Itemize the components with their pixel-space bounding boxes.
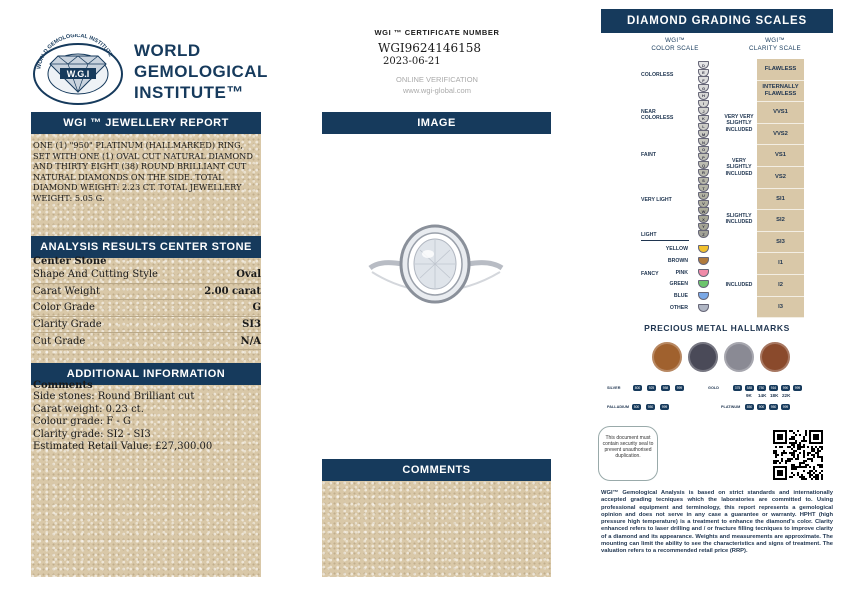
hallmark-coin-icon bbox=[652, 342, 682, 372]
logo-line-1: WORLD bbox=[134, 41, 201, 60]
palladium-hallmark: 999 bbox=[661, 405, 668, 409]
fancy-color-label: BROWN bbox=[667, 257, 688, 264]
logo-line-2: GEMOLOGICAL bbox=[134, 62, 268, 81]
diamond-icon: J bbox=[698, 107, 709, 115]
diamond-icon: R bbox=[698, 169, 709, 177]
color-group-faint: FAINT bbox=[641, 152, 656, 158]
table-row bbox=[33, 267, 261, 284]
gold-karat-label: 14K bbox=[758, 393, 767, 398]
certificate-number: WGI9624146158 bbox=[378, 41, 482, 55]
light-divider bbox=[641, 240, 689, 241]
ring-photo bbox=[360, 220, 510, 310]
clarity-grade-cell: SI1 bbox=[757, 189, 804, 211]
row-value: SI3 bbox=[242, 319, 261, 331]
table-row bbox=[33, 333, 261, 350]
fancy-color-label: BLUE bbox=[673, 293, 688, 300]
analysis-title-bar bbox=[31, 236, 261, 258]
fancy-diamond-icon bbox=[698, 280, 709, 288]
row-value: G bbox=[252, 302, 261, 314]
fancy-label: FANCY bbox=[641, 271, 659, 277]
diamond-icon: X bbox=[698, 215, 709, 223]
list-item: Side stones: Round Brilliant cut bbox=[33, 391, 195, 402]
platinum-hallmark: 900 bbox=[758, 405, 765, 409]
row-label: Cut Grade bbox=[33, 335, 86, 347]
row-label: Clarity Grade bbox=[33, 319, 102, 331]
palladium-hallmark: 500 bbox=[633, 405, 640, 409]
silver-hallmark: 958 bbox=[662, 386, 669, 390]
gold-karat-label: 9K bbox=[746, 393, 752, 398]
fancy-color-label: YELLOW bbox=[665, 246, 688, 252]
fancy-diamond-icon bbox=[698, 257, 709, 265]
clarity-grade-cell: SI2 bbox=[757, 210, 804, 232]
list-item: Estimated Retail Value: £27,300.00 bbox=[33, 441, 213, 453]
seal-ring-text: WORLD GEMOLOGICAL INSTITUTE bbox=[36, 34, 114, 70]
clarity-grade-cell: VS1 bbox=[757, 145, 804, 167]
fancy-diamond-icon bbox=[698, 304, 709, 312]
clarity-grade-cell: I1 bbox=[757, 253, 804, 275]
silver-hallmark: 925 bbox=[648, 386, 655, 390]
silver-hallmark: 800 bbox=[634, 386, 641, 390]
clarity-grade-cell: INTERNALLY FLAWLESS bbox=[757, 81, 804, 103]
palladium-hallmark: 950 bbox=[647, 405, 654, 409]
diamond-icon: G bbox=[698, 84, 709, 92]
image-title-bar bbox=[322, 112, 551, 134]
hallmark-coin-icon bbox=[688, 342, 718, 372]
clarity-scale-title: CLARITY SCALE bbox=[749, 44, 801, 52]
fancy-color-label: OTHER bbox=[669, 305, 688, 311]
platinum-hallmark: 850 bbox=[746, 405, 753, 409]
color-group-light: LIGHT bbox=[641, 232, 657, 238]
clarity-grade-cell: VVS2 bbox=[757, 124, 804, 146]
security-seal-note: This document must contain security seal to prevent unauthorised duplication. bbox=[598, 426, 658, 481]
row-value: N/A bbox=[240, 335, 261, 347]
report-title: WGI ™ JEWELLERY REPORT bbox=[63, 117, 229, 129]
qr-code-icon[interactable] bbox=[773, 430, 823, 480]
diamond-icon: F bbox=[698, 76, 709, 84]
platinum-hallmark: 999 bbox=[782, 405, 789, 409]
clarity-grade-cell: I2 bbox=[757, 275, 804, 297]
clarity-scale-brand: WGI™ bbox=[765, 37, 785, 44]
clarity-scale-heading bbox=[730, 37, 820, 52]
online-verification-label: ONLINE VERIFICATION bbox=[396, 75, 478, 84]
diamond-icon: S bbox=[698, 177, 709, 185]
gold-hallmark: 585 bbox=[746, 386, 753, 390]
clarity-grade-cell: FLAWLESS bbox=[757, 59, 804, 81]
clarity-scale-column bbox=[756, 59, 804, 318]
platinum-hallmark: 950 bbox=[770, 405, 777, 409]
diamond-icon: H bbox=[698, 92, 709, 100]
certificate-date: 2023-06-21 bbox=[383, 56, 441, 67]
color-scale-title: COLOR SCALE bbox=[651, 44, 699, 52]
palladium-label: PALLADIUM bbox=[607, 405, 630, 409]
list-item: Carat weight: 0.23 ct. bbox=[33, 403, 144, 415]
hallmarks-title: PRECIOUS METAL HALLMARKS bbox=[644, 323, 790, 333]
row-label: Carat Weight bbox=[33, 285, 100, 297]
silver-hallmark: 999 bbox=[676, 386, 683, 390]
analysis-title: ANALYSIS RESULTS CENTER STONE bbox=[40, 241, 252, 253]
grading-scales-title: DIAMOND GRADING SCALES bbox=[601, 9, 833, 33]
clarity-grade-cell: VVS1 bbox=[757, 102, 804, 124]
diamond-icon: V bbox=[698, 200, 709, 208]
diamond-icon: P bbox=[698, 153, 709, 161]
logo-line-3: INSTITUTE™ bbox=[134, 83, 244, 102]
row-label: Shape And Cutting Style bbox=[33, 269, 158, 281]
diamond-icon: E bbox=[698, 69, 709, 77]
diamond-icon: Q bbox=[698, 161, 709, 169]
color-group-very-light: VERY LIGHT bbox=[641, 197, 672, 203]
list-item: Colour grade: F - G bbox=[33, 416, 131, 428]
diamond-icon: I bbox=[698, 100, 709, 108]
hallmark-coin-icon bbox=[724, 342, 754, 372]
wgi-seal-icon bbox=[28, 34, 128, 106]
diamond-icon: L bbox=[698, 123, 709, 131]
fancy-diamond-icon bbox=[698, 245, 709, 253]
fancy-diamond-icon bbox=[698, 292, 709, 300]
gold-karat-label: 18K bbox=[770, 393, 779, 398]
fancy-color-label: GREEN bbox=[669, 281, 688, 288]
table-row bbox=[33, 284, 261, 301]
diamond-icon: T bbox=[698, 184, 709, 192]
certificate-label: WGI ™ CERTIFICATE NUMBER bbox=[374, 28, 500, 37]
diamond-icon: Y bbox=[698, 223, 709, 231]
fancy-color-label: PINK bbox=[675, 269, 688, 276]
clarity-grade-cell: I3 bbox=[757, 297, 804, 319]
hallmark-coin-icon bbox=[760, 342, 790, 372]
color-scale-brand: WGI™ bbox=[665, 37, 685, 44]
row-label: Color Grade bbox=[33, 302, 95, 314]
row-value: 2.00 carat bbox=[204, 285, 261, 297]
list-item: Clarity grade: SI2 - SI3 bbox=[33, 428, 151, 440]
diamond-icon: K bbox=[698, 115, 709, 123]
diamond-icon: D bbox=[698, 61, 709, 69]
report-title-bar bbox=[31, 112, 261, 134]
clarity-group-vs: VERY SLIGHTLY INCLUDED bbox=[725, 158, 753, 177]
gold-hallmark: 375 bbox=[734, 386, 741, 390]
platinum-label: PLATINUM bbox=[721, 405, 741, 409]
silver-label: SILVER bbox=[607, 386, 621, 390]
diamond-icon: W bbox=[698, 207, 709, 215]
additional-title: ADDITIONAL INFORMATION bbox=[66, 368, 226, 380]
color-group-near-colorless: NEAR COLORLESS bbox=[641, 109, 674, 122]
seal-text: W.G.I bbox=[66, 69, 90, 79]
clarity-grade-cell: VS2 bbox=[757, 167, 804, 189]
gold-hallmark: 999 bbox=[794, 386, 801, 390]
disclaimer-text: WGI™ Gemological Analysis is based on strict standards and internationally accepted grading tecniques which the laboratories are committed to. Using professional equipment and terminology, this report represents a gemological opinion and does not serve in any case a guarantee or warranty. HPHT (high pressure high temperature) is a treatment to enhance the diamond's color. Clarity enhanced refers to laser drilling and / or fracture filling tecniques to improve clarity of a diamond and its appearance. Weights and measurements are approximate. The mounting can limit the ability to see the characteristics and signs of treatment. The valuation refers to a recommended retail price (RRP). bbox=[601, 490, 833, 554]
gold-karat-label: 22K bbox=[782, 393, 791, 398]
gold-label: GOLD bbox=[708, 386, 719, 390]
gold-hallmark: 990 bbox=[782, 386, 789, 390]
color-scale-heading bbox=[630, 37, 720, 52]
table-row bbox=[33, 300, 261, 317]
additional-info bbox=[33, 381, 261, 454]
comments-title-bar bbox=[322, 459, 551, 481]
center-stone-heading: Center Stone bbox=[33, 256, 107, 267]
diamond-icon: M bbox=[698, 130, 709, 138]
clarity-grade-cell: SI3 bbox=[757, 232, 804, 254]
clarity-group-vvs: VERY VERY SLIGHTLY INCLUDED bbox=[724, 114, 754, 133]
clarity-group-included: INCLUDED bbox=[725, 282, 753, 288]
table-row bbox=[33, 317, 261, 334]
diamond-icon: U bbox=[698, 192, 709, 200]
fancy-diamond-icon bbox=[698, 269, 709, 277]
analysis-table bbox=[33, 257, 261, 350]
diamond-icon: O bbox=[698, 146, 709, 154]
clarity-group-si: SLIGHTLY INCLUDED bbox=[725, 213, 753, 226]
logo-wordmark bbox=[134, 40, 268, 103]
comments-panel bbox=[322, 481, 551, 577]
wgi-logo bbox=[28, 34, 268, 106]
diamond-icon: Z bbox=[698, 230, 709, 238]
row-value: Oval bbox=[236, 269, 261, 281]
color-group-colorless: COLORLESS bbox=[641, 72, 674, 78]
comments-heading: Comments bbox=[33, 380, 93, 391]
gold-hallmark: 916 bbox=[770, 386, 777, 390]
report-description: ONE (1) "950" PLATINUM (HALLMARKED) RING, SET WITH ONE (1) OVAL CUT NATURAL DIAMOND AND THIRTY EIGHT (38) ROUND BRILLIANT CUT NATURAL DIAMONDS ON THE SIDE. TOTAL DIAMOND WEIGHT: 2.23 CT. TOTAL JEWELLERY WEIGHT: 5.05 G. bbox=[33, 140, 253, 203]
diamond-icon: N bbox=[698, 138, 709, 146]
online-verification-url[interactable]: www.wgi-global.com bbox=[403, 86, 471, 95]
gold-hallmark: 750 bbox=[758, 386, 765, 390]
comments-title: COMMENTS bbox=[402, 464, 471, 476]
image-title: IMAGE bbox=[417, 117, 456, 129]
